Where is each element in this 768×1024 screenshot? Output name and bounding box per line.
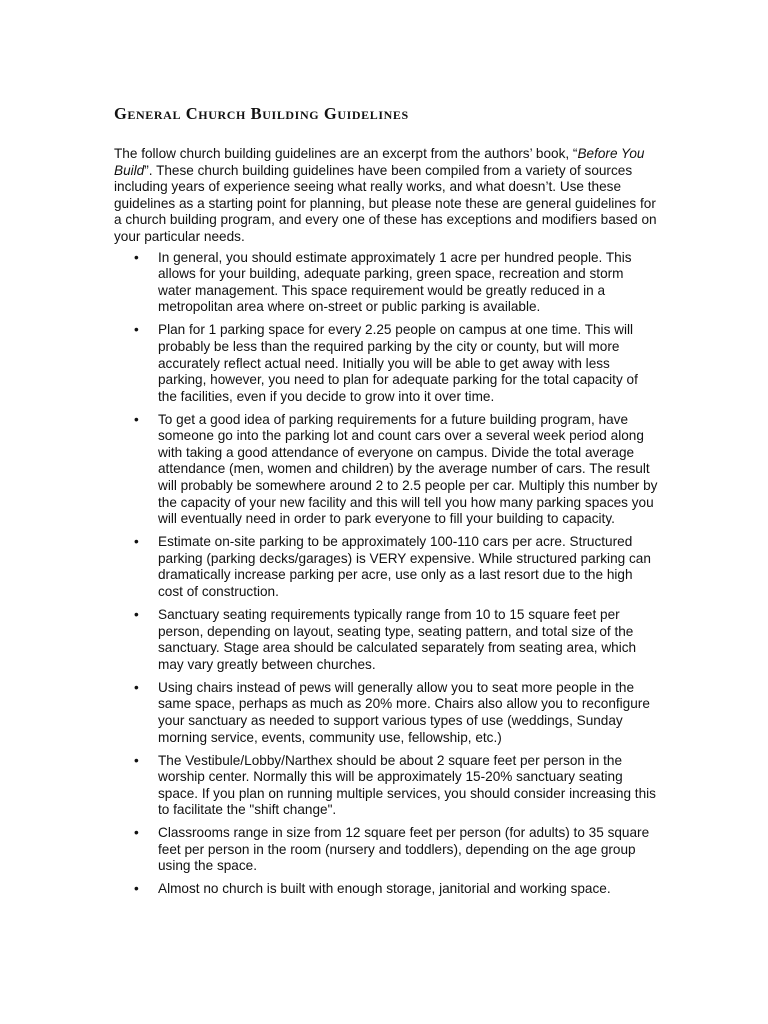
- guideline-text: The Vestibule/Lobby/Narthex should be about 2 square feet per person in the worship center. Normally this will be approximately 15-20% sanctuary seating space. If you plan on running multiple services, you should consider increasing this to facilitate the "shift change".: [158, 752, 656, 818]
- guideline-item: [114, 607, 659, 673]
- bullet-icon: •: [134, 607, 139, 622]
- bullet-icon: •: [134, 411, 139, 427]
- guidelines-list: [114, 250, 659, 899]
- guideline-text: In general, you should estimate approximately 1 acre per hundred people. This allows for your building, adequate parking, green space, recreation and storm water management. This space requirement would be greatly reduced in a metropolitan area where on-street or public parking is available.: [158, 249, 632, 315]
- intro-text-part2: ”. These church building guidelines have been compiled from a variety of sources including years of experience seeing what really works, and what doesn’t. Use these guidelines as a starting point for planning, but please note these are general guidelines for a church building program, and every one of these has exceptions and modifiers based on your particular needs.: [114, 162, 657, 244]
- guideline-item: [114, 753, 659, 819]
- guideline-item: [114, 250, 659, 316]
- document-heading: General Church Building Guidelines: [114, 104, 409, 123]
- guideline-item: [114, 825, 659, 875]
- guideline-item: [114, 680, 659, 746]
- intro-paragraph: [114, 146, 659, 246]
- bullet-icon: •: [134, 752, 139, 768]
- guideline-item: [114, 881, 659, 898]
- guideline-text: Estimate on-site parking to be approximately 100-110 cars per acre. Structured parking (parking decks/garages) is VERY expensive. While structured parking can dramatically increase parking per acre, use only as a last resort due to the high cost of construction.: [158, 534, 651, 600]
- bullet-icon: •: [134, 881, 139, 897]
- bullet-icon: •: [134, 534, 139, 550]
- guideline-text: Plan for 1 parking space for every 2.25 people on campus at one time. This will probably be less than the required parking by the city or county, but will more accurately reflect actual need. Initially you will be able to get away with less parking, however, you need to plan for adequate parking for the total capacity of the facilities, even if you decide to grow into it over time.: [158, 322, 638, 404]
- guideline-text: Almost no church is built with enough storage, janitorial and working space.: [158, 881, 611, 897]
- book-title: Before You Build: [114, 146, 645, 178]
- intro-text-part1: The follow church building guidelines are an excerpt from the authors’ book, “: [114, 146, 578, 161]
- document-page: [114, 104, 659, 904]
- bullet-icon: •: [134, 679, 139, 695]
- guideline-item: [114, 534, 659, 600]
- guideline-text: Classrooms range in size from 12 square feet per person (for adults) to 35 square feet per person in the room (nursery and toddlers), depending on the age group using the space.: [158, 825, 650, 874]
- guideline-item: [114, 322, 659, 405]
- bullet-icon: •: [134, 249, 139, 265]
- guideline-text: To get a good idea of parking requirements for a future building program, have someone go into the parking lot and count cars over a several week period along with taking a good attendance of everyone on campus. Divide the total average attendance (men, women and children) by the average number of cars. The result will probably be somewhere around 2 to 2.5 people per car. Multiply this number by the capacity of your new facility and this will tell you how many parking spaces you will eventually need in order to park everyone to fill your building to capacity.: [158, 411, 658, 527]
- bullet-icon: •: [134, 322, 139, 338]
- guideline-item: [114, 412, 659, 528]
- guideline-text: Using chairs instead of pews will generally allow you to seat more people in the same space, perhaps as much as 20% more. Chairs also allow you to reconfigure your sanctuary as needed to support various types of use (weddings, Sunday morning service, events, community use, fellowship, etc.): [158, 679, 650, 745]
- bullet-icon: •: [134, 825, 139, 841]
- guideline-text: Sanctuary seating requirements typically range from 10 to 15 square feet per person, depending on layout, seating type, seating pattern, and total size of the sanctuary. Stage area should be calculated separately from seating area, which may vary greatly between churches.: [158, 607, 637, 672]
